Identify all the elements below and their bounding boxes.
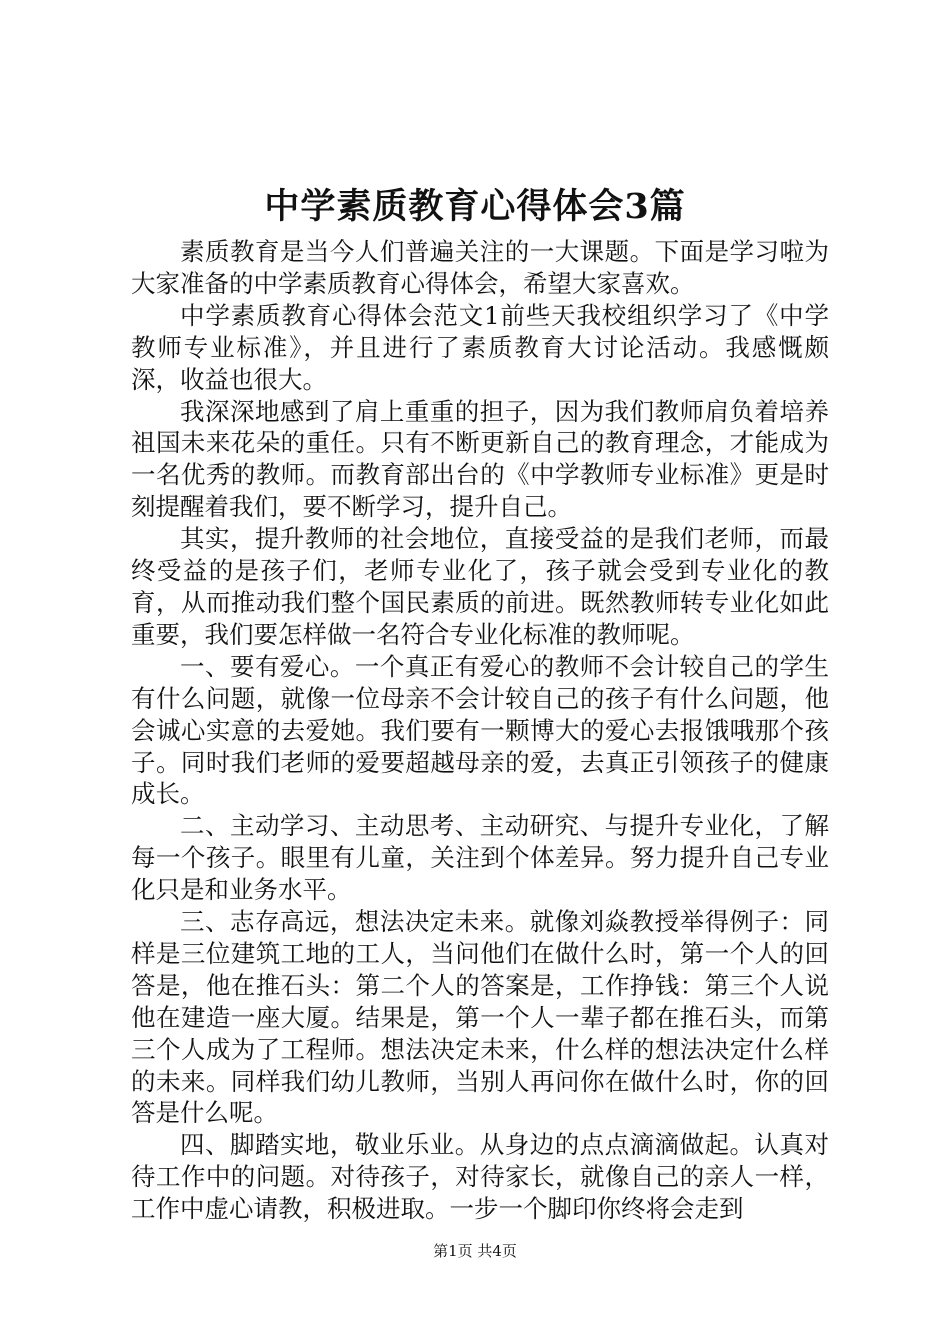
paragraph-point-3: 三、志存高远，想法决定未来。就像刘焱教授举得例子：同样是三位建筑工地的工人，当问他们在做什么时，第一个人的回答是，他在推石头：第二个人的答案是，工作挣钱：第三个人说他在建造一座大厦。结果是，第一个人一辈子都在推石头，而第三个人成为了工程师。想法决定未来，什么样的想法决定什么样的未来。同样我们幼儿教师，当别人再问你在做什么时，你的回答是什么呢。 [131,907,829,1128]
paragraph-point-4: 四、脚踏实地，敬业乐业。从身边的点点滴滴做起。认真对待工作中的问题。对待孩子，对待家长，就像自己的亲人一样，工作中虚心请教，积极进取。一步一个脚印你终将会走到 [131,1130,829,1224]
paragraph-professional-status: 其实，提升教师的社会地位，直接受益的是我们老师，而最终受益的是孩子们，老师专业化了，孩子就会受到专业化的教育，从而推动我们整个国民素质的前进。既然教师转专业化如此重要，我们要怎样做一名符合专业化标准的教师呢。 [131,524,829,649]
paragraph-point-2: 二、主动学习、主动思考、主动研究、与提升专业化，了解每一个孩子。眼里有儿童，关注到个体差异。努力提升自己专业化只是和业务水平。 [131,811,829,905]
paragraph-intro: 素质教育是当今人们普遍关注的一大课题。下面是学习啦为大家准备的中学素质教育心得体会，希望大家喜欢。 [131,237,829,298]
page-number-footer: 第1页 共4页 [433,1242,517,1260]
paragraph-essay-1-opening: 中学素质教育心得体会范文1前些天我校组织学习了《中学教师专业标准》，并且进行了素质教育大讨论活动。我感慨颇深，收益也很大。 [131,300,829,394]
document-title: 中学素质教育心得体会3篇 [264,186,686,227]
paragraph-point-1: 一、要有爱心。一个真正有爱心的教师不会计较自己的学生有什么问题，就像一位母亲不会计较自己的孩子有什么问题，他会诚心实意的去爱她。我们要有一颗博大的爱心去报饿哦那个孩子。同时我们老师的爱要超越母亲的爱，去真正引领孩子的健康成长。 [131,651,829,809]
document-body [131,236,829,1225]
paragraph-responsibility: 我深深地感到了肩上重重的担子，因为我们教师肩负着培养祖国未来花朵的重任。只有不断更新自己的教育理念，才能成为一名优秀的教师。而教育部出台的《中学教师专业标准》更是时刻提醒着我们，要不断学习，提升自己。 [131,396,829,522]
